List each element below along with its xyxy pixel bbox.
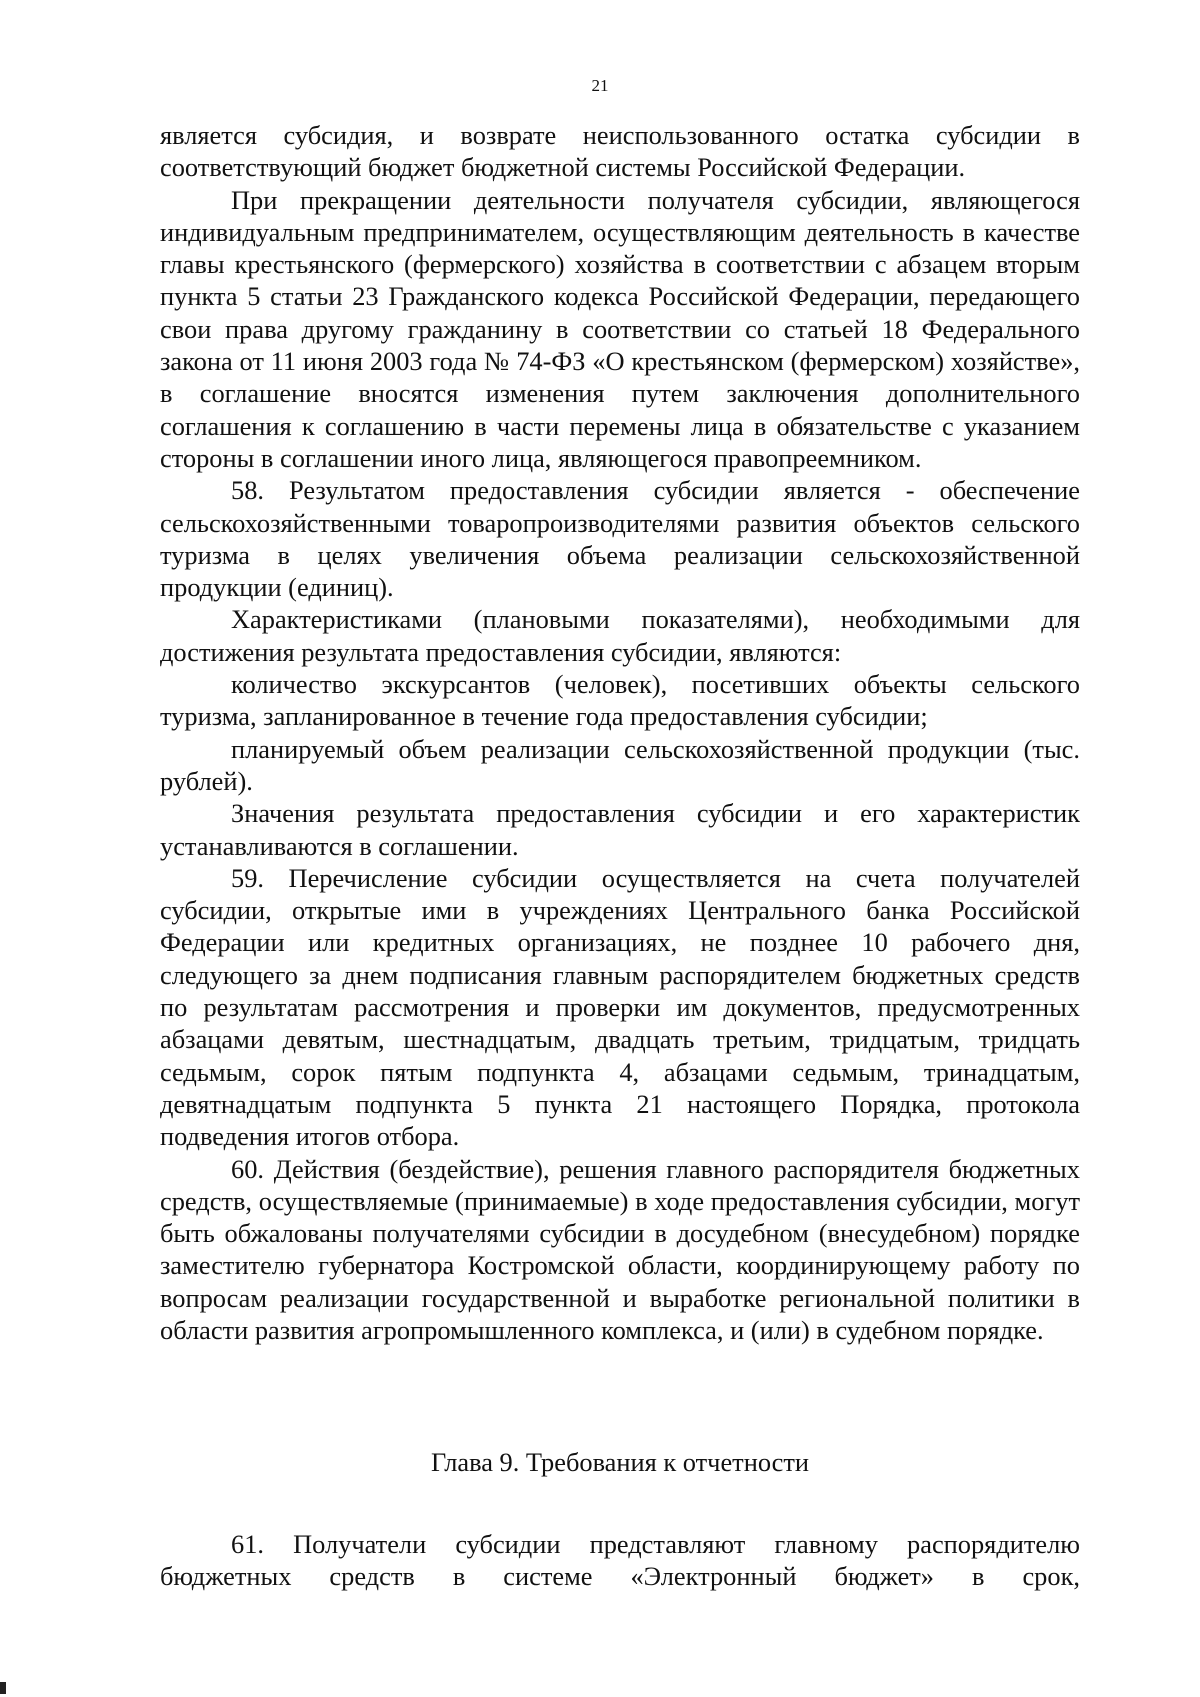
paragraph-61: 61. Получатели субсидии представляют главному распорядителю бюджетных средств в системе «Электронный бюджет» в срок, (160, 1529, 1080, 1592)
paragraph-60: 60. Действия (бездействие), решения главного распорядителя бюджетных средств, осуществляемые (принимаемые) в ходе предоставления субсидии, могут быть обжалованы получателями субсидии в досудебном (внесудебном) порядке заместителю губернатора Костромской области, координирующему работу по вопросам реализации государственной и выработке региональной политики в области развития агропромышленного комплекса, и (или) в судебном порядке. (160, 1153, 1080, 1345)
chapter-heading: Глава 9. Требования к отчетности (430, 1447, 810, 1477)
paragraph-sales-volume: планируемый объем реализации сельскохозяйственной продукции (тыс. рублей). (160, 733, 1080, 796)
paragraph-excursionists: количество экскурсантов (человек), посетивших объекты сельского туризма, запланированное в течение года предоставления субсидии; (160, 669, 1080, 732)
paragraph-values: Значения результата предоставления субсидии и его характеристик устанавливаются в соглашении. (160, 798, 1080, 861)
document-tail (160, 1528, 1080, 1593)
paragraph-farm-termination: При прекращении деятельности получателя субсидии, являющегося индивидуальным предпринимателем, осуществляющим деятельность в качестве главы крестьянского (фермерского) хозяйства в соответствии с абзацем вторым пункта 5 статьи 23 Гражданского кодекса Российской Федерации, передающего свои права другому гражданину в соответствии со статьей 18 Федерального закона от 11 июня 2003 года № 74-ФЗ «О крестьянском (фермерском) хозяйстве», в соглашение вносятся изменения путем заключения дополнительного соглашения к соглашению в части перемены лица в обязательстве с указанием стороны в соглашении иного лица, являющегося правопреемником. (160, 184, 1080, 473)
paragraph-characteristics: Характеристиками (плановыми показателями), необходимыми для достижения результата предоставления субсидии, являются: (160, 604, 1080, 667)
document-body (160, 119, 1080, 1346)
scan-edge-mark (0, 1682, 6, 1694)
paragraph-58: 58. Результатом предоставления субсидии является - обеспечение сельскохозяйственными товаропроизводителями развития объектов сельского туризма в целях увеличения объема реализации сельскохозяйственной продукции (единиц). (160, 475, 1080, 603)
paragraph-continuation: является субсидия, и возврате неиспользованного остатка субсидии в соответствующий бюджет бюджетной системы Российской Федерации. (160, 120, 1080, 183)
paragraph-59: 59. Перечисление субсидии осуществляется на счета получателей субсидии, открытые ими в учреждениях Центрального банка Российской Федерации или кредитных организациях, не позднее 10 рабочего дня, следующего за днем подписания главным распорядителем бюджетных средств по результатам рассмотрения и проверки им документов, предусмотренных абзацами девятым, шестнадцатым, двадцать третьим, тридцатым, тридцать седьмым, сорок пятым подпункта 4, абзацами седьмым, тринадцатым, девятнадцатым подпункта 5 пункта 21 настоящего Порядка, протокола подведения итогов отбора. (160, 862, 1080, 1152)
page-number: 21 (591, 76, 609, 95)
